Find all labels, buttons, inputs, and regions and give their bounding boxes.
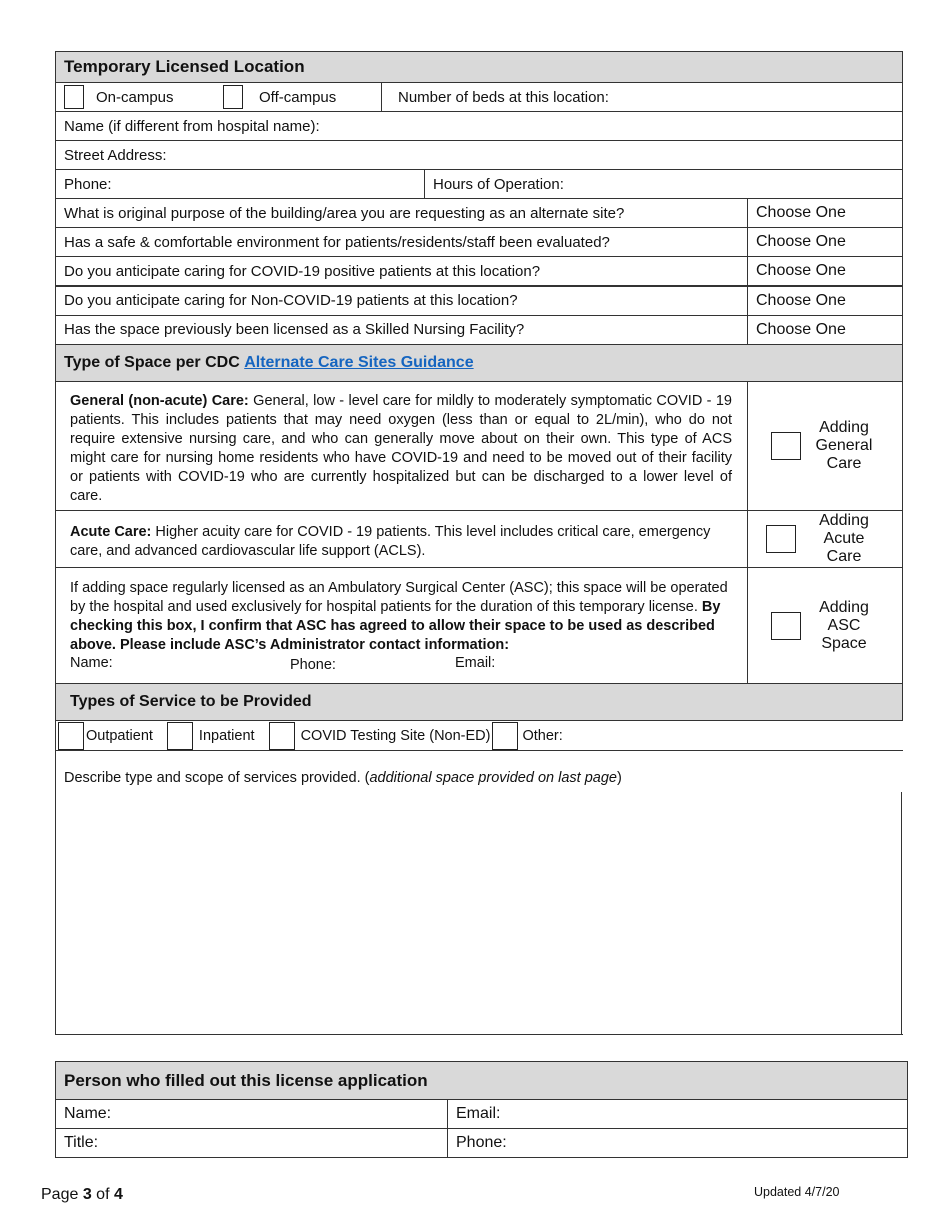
- person-name-field[interactable]: [55, 1099, 448, 1129]
- updated-date: Updated 4/7/20: [754, 1185, 840, 1199]
- asc-phone-label: Phone:: [290, 657, 336, 673]
- section-header-location: [55, 51, 903, 83]
- page-number: [41, 1186, 123, 1204]
- question-text: What is original purpose of the building/area you are requesting as an alternate site?: [64, 204, 625, 222]
- question-row: [55, 315, 748, 345]
- phone-label: Phone:: [64, 175, 112, 193]
- choose-one-dropdown[interactable]: [747, 286, 903, 316]
- page-current: 3: [82, 1186, 92, 1203]
- choose-one-value: Choose One: [756, 233, 846, 251]
- general-care-cell: [55, 381, 748, 511]
- other-checkbox[interactable]: [492, 722, 518, 750]
- adding-general-care-label: Adding General Care: [815, 419, 873, 472]
- general-care-desc: General, low - level care for mildly to moderately symptomatic COVID - 19 patients. This includes patients that may need oxygen (less than or equal to 2L/min), who do not require extensive nursing care, and who can generally move about on their own. This type of ACS might care for nursing home residents who have COVID-19 and need to be moved out of their facility or patients with COVID-19 who are currently hospitalized but can be discharged to a lower level of care.: [70, 393, 733, 504]
- adding-acute-care-label: Adding Acute Care: [819, 512, 869, 565]
- on-campus-checkbox[interactable]: [64, 85, 84, 109]
- describe-text: Describe type and scope of services provided. (: [64, 770, 370, 786]
- question-row: [55, 198, 748, 228]
- person-phone-field[interactable]: [447, 1128, 908, 1158]
- question-row: [55, 227, 748, 257]
- divider: [901, 792, 902, 1035]
- general-care-text: [70, 392, 732, 506]
- covid-testing-checkbox[interactable]: [269, 722, 295, 750]
- inpatient-label: Inpatient: [198, 727, 255, 744]
- campus-row: [55, 82, 382, 112]
- section-header-space: [55, 344, 903, 382]
- acute-care-heading: Acute Care:: [70, 524, 152, 540]
- asc-email-label: Email:: [455, 655, 496, 671]
- asc-confirm: By checking this box, I confirm that ASC has agreed to allow their space to be used as described above. Please include ASC’s Administrator contact information:: [70, 599, 721, 653]
- street-label: Street Address:: [64, 146, 167, 164]
- question-text: Has a safe & comfortable environment for patients/residents/staff been evaluated?: [64, 233, 610, 251]
- acute-care-cell: [55, 510, 748, 568]
- on-campus-label: On-campus: [96, 88, 174, 106]
- asc-name-label: Name:: [70, 655, 113, 671]
- beds-label: Number of beds at this location:: [398, 88, 609, 106]
- outpatient-label: Outpatient: [86, 727, 153, 744]
- question-text: Has the space previously been licensed as a Skilled Nursing Facility?: [64, 321, 525, 339]
- page-of: of: [91, 1186, 114, 1203]
- person-title-field[interactable]: [55, 1128, 448, 1158]
- describe-note: additional space provided on last page: [369, 770, 617, 786]
- choose-one-dropdown[interactable]: [747, 227, 903, 257]
- off-campus-checkbox[interactable]: [223, 85, 243, 109]
- person-name-label: Name:: [64, 1105, 112, 1122]
- choose-one-value: Choose One: [756, 262, 846, 280]
- section-header-services: [55, 683, 903, 721]
- page-total: 4: [113, 1186, 123, 1203]
- street-field[interactable]: [55, 140, 903, 170]
- acute-care-text: [70, 523, 732, 561]
- inpatient-checkbox[interactable]: [167, 722, 193, 750]
- general-care-heading: General (non-acute) Care:: [70, 393, 249, 409]
- question-row: [55, 286, 748, 316]
- question-text: Do you anticipate caring for Non-COVID-19 patients at this location?: [64, 292, 518, 310]
- person-phone-label: Phone:: [456, 1134, 507, 1151]
- choose-one-dropdown[interactable]: [747, 256, 903, 286]
- choose-one-value: Choose One: [756, 204, 846, 221]
- person-email-label: Email:: [456, 1105, 501, 1122]
- outpatient-checkbox[interactable]: [58, 722, 84, 750]
- person-email-field[interactable]: [447, 1099, 908, 1129]
- asc-text: [70, 579, 734, 655]
- off-campus-label: Off-campus: [259, 88, 337, 106]
- section-title: Types of Service to be Provided: [70, 693, 312, 710]
- name-field[interactable]: [55, 111, 903, 141]
- describe-label: [64, 769, 622, 788]
- cdc-guidance-link[interactable]: Alternate Care Sites Guidance: [244, 354, 474, 371]
- hours-label: Hours of Operation:: [433, 175, 564, 193]
- page-prefix: Page: [41, 1186, 83, 1203]
- adding-asc-space-label: Adding ASC Space: [819, 598, 869, 652]
- acute-care-desc: Higher acuity care for COVID - 19 patients. This level includes critical care, emergency care, and advanced cardiovascular life support (ACLS).: [70, 524, 711, 559]
- hours-field[interactable]: [424, 169, 903, 199]
- choose-one-dropdown[interactable]: [747, 315, 903, 345]
- name-label: Name (if different from hospital name):: [64, 117, 320, 135]
- section-header-person: [55, 1061, 908, 1100]
- beds-field[interactable]: [381, 82, 903, 112]
- general-care-option: [747, 381, 903, 511]
- other-label: Other:: [522, 727, 563, 744]
- question-row: [55, 256, 748, 286]
- adding-acute-care-checkbox[interactable]: [766, 525, 796, 553]
- services-row: [55, 720, 903, 751]
- adding-general-care-checkbox[interactable]: [771, 432, 801, 460]
- describe-end: ): [616, 770, 622, 786]
- choose-one-value: Choose One: [756, 320, 846, 338]
- choose-one-value: Choose One: [756, 291, 846, 309]
- section-title: Temporary Licensed Location: [64, 57, 305, 76]
- asc-cell: [55, 567, 748, 684]
- choose-one-dropdown[interactable]: [747, 198, 903, 228]
- adding-asc-space-checkbox[interactable]: [771, 612, 801, 640]
- question-text: Do you anticipate caring for COVID-19 positive patients at this location?: [64, 262, 541, 280]
- phone-field[interactable]: [55, 169, 425, 199]
- asc-desc: If adding space regularly licensed as an Ambulatory Surgical Center (ASC); this space will be operated by the hospital and used exclusively for hospital patients for the duration of this temporary license.: [70, 580, 728, 615]
- section-title: Person who filled out this license application: [64, 1070, 428, 1090]
- acute-care-option: [747, 510, 903, 568]
- section-title: Type of Space per CDC: [64, 354, 245, 371]
- asc-option: [747, 567, 903, 684]
- person-title-label: Title:: [64, 1134, 99, 1151]
- services-description-field[interactable]: [55, 750, 903, 1035]
- covid-testing-label: COVID Testing Site (Non-ED): [300, 727, 491, 744]
